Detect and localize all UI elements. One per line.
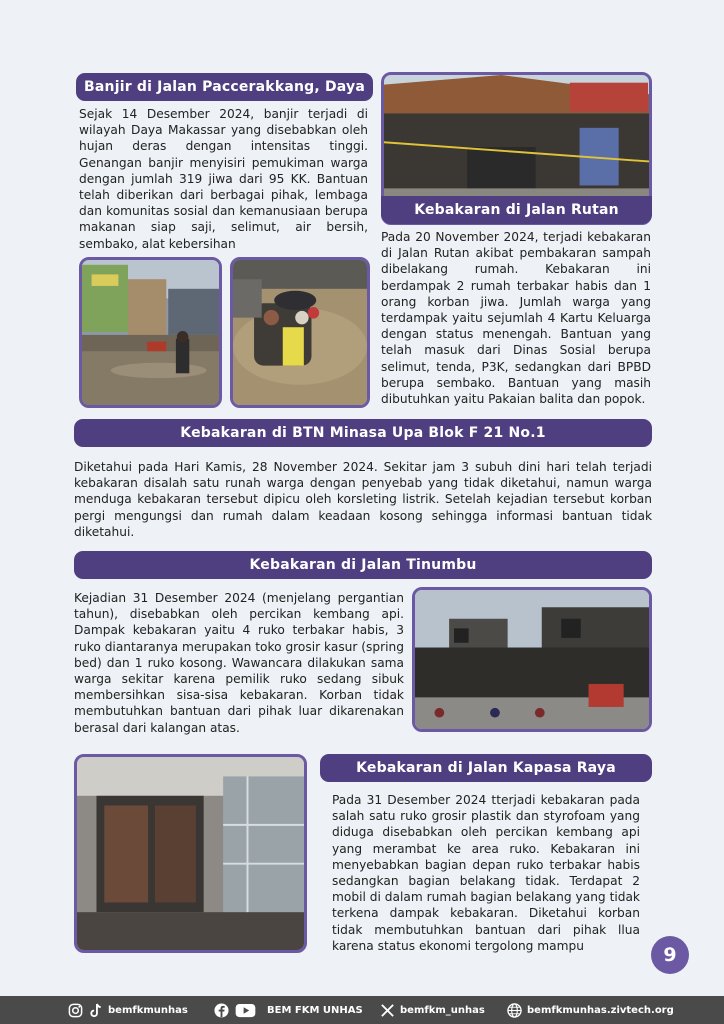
banjir-body: Sejak 14 Desember 2024, banjir terjadi di wilayah Daya Makassar yang disebabkan oleh hujan deras dengan intensitas tinggi. Genangan banjir menyisiri pemukiman warga dengan jumlah 319 jiwa dari 95 KK. Bantuan telah diberikan dari berbagai pihak, lembaga dan komunitas sosial dan kemanusiaan berupa makanan siap saji, selimut, air bersih, sembako, alat kebersihan (79, 107, 368, 251)
banjir-street-photo (79, 257, 222, 408)
footer-website[interactable] (507, 996, 674, 1024)
footer-social-handle: bemfkmunhas (108, 1004, 188, 1016)
kapasa-body: Pada 31 Desember 2024 tterjadi kebakaran pada salah satu ruko grosir plastik dan styrofoam yang diduga disebabkan oleh percikan kembang api yang merambat ke area ruko. Kebakaran ini menyebabkan bagian depan ruko terbakar habis sedangkan bagian belakang tidak. Terdapat 2 mobil di dalam rumah bagian belakang yang tidak terkena dampak kebakaran. Diketahui korban tidak membutuhkan bantuan dari pihak llua karena status ekonomi tergolong mampu (332, 793, 640, 953)
tiktok-icon (88, 1003, 103, 1018)
rutan-header (381, 196, 652, 224)
page-number-badge (651, 936, 689, 974)
btn-header (74, 419, 652, 447)
footer-x-handle: bemfkm_unhas (400, 1004, 485, 1016)
youtube-icon (234, 1003, 256, 1018)
banjir-title: Banjir di Jalan Paccerakkang, Daya (84, 79, 365, 95)
footer-org-name: BEM FKM UNHAS (267, 1004, 363, 1016)
kapasa-title: Kebakaran di Jalan Kapasa Raya (356, 760, 616, 776)
tinumbu-title: Kebakaran di Jalan Tinumbu (249, 557, 477, 573)
footer-website-url: bemfkmunhas.zivtech.org (527, 1004, 674, 1016)
footer-x[interactable] (380, 996, 485, 1024)
tinumbu-body: Kejadian 31 Desember 2024 (menjelang pergantian tahun), disebabkan oleh percikan kembang api. Dampak kebakaran yaitu 4 ruko terbakar habis, 3 ruko diantaranya merupakan toko grosir kasur (spring bed) dan 1 ruko kosong. Wawancara dilakukan sama warga sekitar karena pemilik ruko sedang sibuk membersihkan sisa-sisa kebakaran. Korban tidak membutuhkan bantuan dari pihak luar dikarenakan berasal dari kalangan atas. (74, 591, 404, 735)
kapasa-photo (74, 754, 307, 953)
banjir-header (76, 73, 373, 101)
rutan-body: Pada 20 November 2024, terjadi kebakaran di Jalan Rutan akibat pembakaran sampah dibelakang rumah. Kebakaran ini berdampak 2 rumah terbakar habis dan 1 orang korban jiwa. Jumlah warga yang terdampak yaitu sejumlah 4 Kartu Keluarga dengan status menengah. Bantuan yang telah masuk dari Dinas Sosial berupa selimut, tenda, P3K, sedangkan dari BPBD berupa sembako. Bantuan yang masih dibutuhkan yaitu Pakaian balita dan popok. (381, 230, 651, 407)
page-number: 9 (663, 944, 677, 966)
tinumbu-photo (412, 587, 652, 732)
btn-body: Diketahui pada Hari Kamis, 28 November 2024. Sekitar jam 3 subuh dini hari telah terjadi kebakaran disalah satu runah warga dengan penyebab yang tidak diketahui, namun warga menduga kebakaran tersebut dipicu oleh korsleting listrik. Setelah kejadian tersebut korban pergi mengungsi dan rumah dalam keadaan kosong sehingga informasi bantuan tidak diketahui. (74, 460, 652, 539)
facebook-icon (214, 1003, 229, 1018)
kapasa-header (320, 754, 652, 782)
btn-title: Kebakaran di BTN Minasa Upa Blok F 21 No.1 (180, 425, 546, 441)
footer-org[interactable] (214, 996, 363, 1024)
globe-icon (507, 1003, 522, 1018)
x-icon (380, 1003, 395, 1018)
banjir-boat-photo (230, 257, 370, 408)
instagram-icon (68, 1003, 83, 1018)
footer-social[interactable] (68, 996, 188, 1024)
tinumbu-header (74, 551, 652, 579)
footer-bar (0, 996, 724, 1024)
rutan-title: Kebakaran di Jalan Rutan (414, 202, 619, 218)
